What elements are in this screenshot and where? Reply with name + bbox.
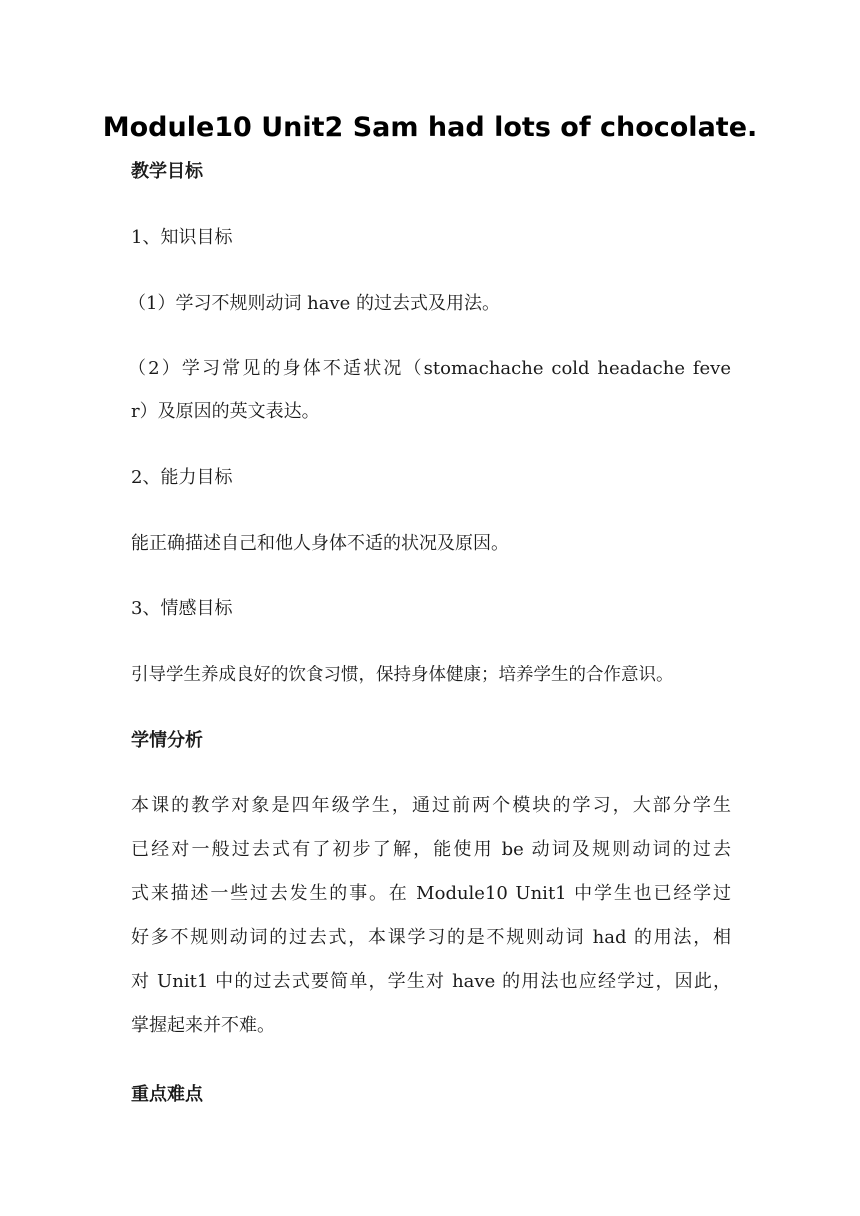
objective-item-1: （1）学习不规则动词 have 的过去式及用法。 xyxy=(128,293,501,314)
analysis-line: 好多不规则动词的过去式，本课学习的是不规则动词 had 的用法，相 xyxy=(131,927,731,948)
emotion-objective-text: 引导学生养成良好的饮食习惯，保持身体健康；培养学生的合作意识。 xyxy=(131,665,674,685)
heading-teaching-objectives: 教学目标 xyxy=(131,161,203,182)
analysis-line: 对 Unit1 中的过去式要简单，学生对 have 的用法也应经学过，因此， xyxy=(131,971,731,992)
heading-emotion-objectives: 3、情感目标 xyxy=(131,598,233,619)
objective-item-2-line-1: （2）学习常见的身体不适状况（stomachache cold headache feve xyxy=(128,358,731,379)
heading-key-points: 重点难点 xyxy=(131,1084,203,1105)
analysis-line: 式来描述一些过去发生的事。在 Module10 Unit1 中学生也已经学过 xyxy=(131,883,731,904)
heading-learner-analysis: 学情分析 xyxy=(131,730,203,751)
analysis-line: 本课的教学对象是四年级学生，通过前两个模块的学习，大部分学生 xyxy=(131,795,731,816)
analysis-line: 掌握起来并不难。 xyxy=(131,1015,275,1036)
objective-item-2-line-2: r）及原因的英文表达。 xyxy=(131,401,320,422)
document-title: Module10 Unit2 Sam had lots of chocolate. xyxy=(102,112,758,143)
ability-objective-text: 能正确描述自己和他人身体不适的状况及原因。 xyxy=(131,533,509,554)
analysis-line: 已经对一般过去式有了初步了解，能使用 be 动词及规则动词的过去 xyxy=(131,839,731,860)
heading-knowledge-objectives: 1、知识目标 xyxy=(131,227,233,248)
heading-ability-objectives: 2、能力目标 xyxy=(131,467,233,488)
